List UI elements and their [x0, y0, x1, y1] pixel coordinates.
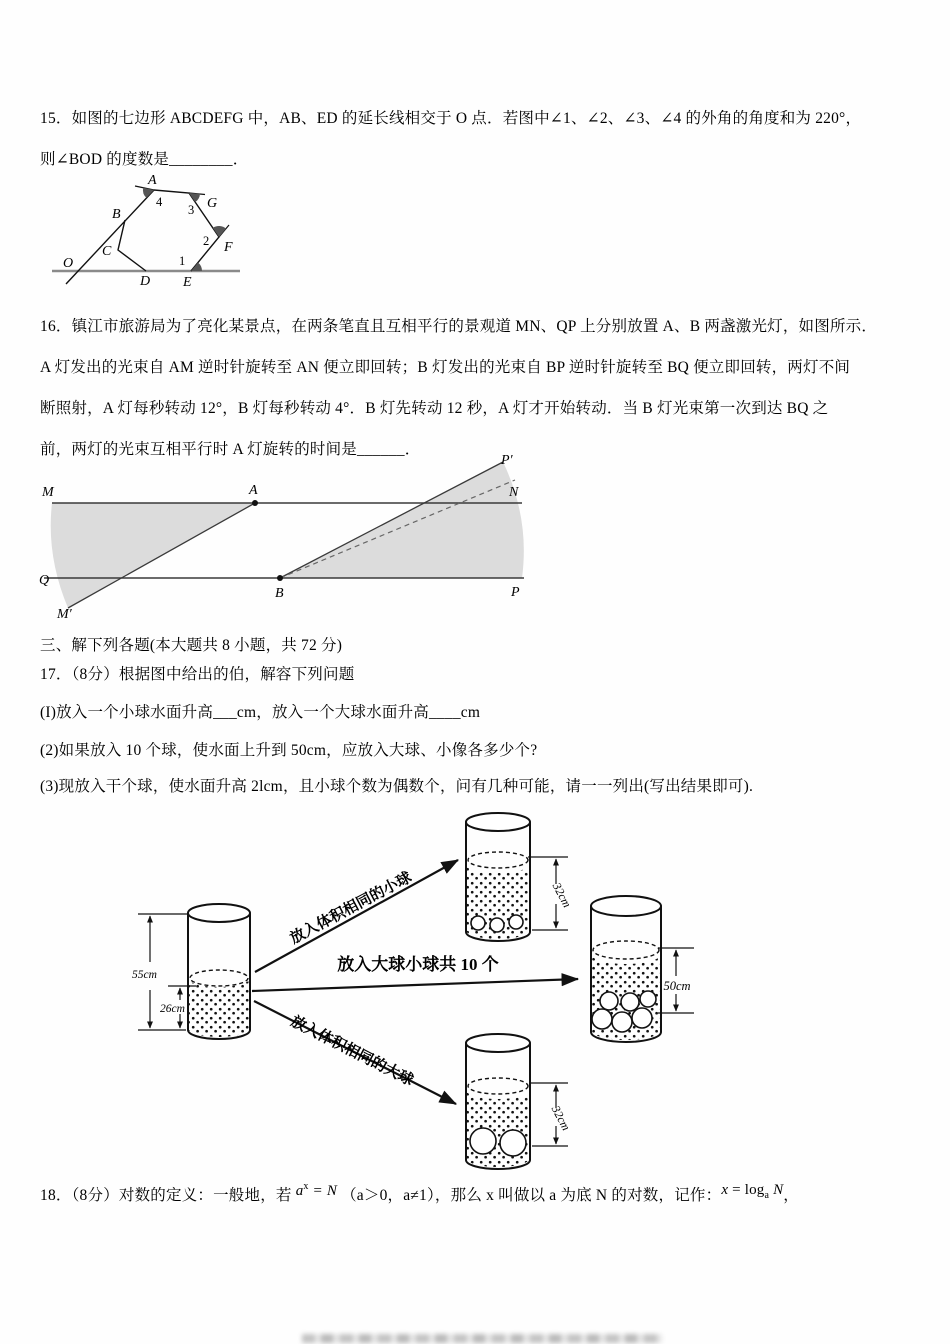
q17-part-2: (2)如果放入 10 个球，使水面上升到 50cm，应放入大球、小像各多少个?: [40, 742, 538, 759]
arrow-bottom-label: 放入体积相同的大球: [288, 1013, 416, 1090]
question-18: [40, 1183, 799, 1207]
small-ball: [509, 915, 523, 929]
ball: [640, 991, 656, 1007]
heptagon-figure: [44, 168, 276, 300]
q16-line1: 16．镇江市旅游局为了亮化某景点，在两条笔直且互相平行的景观道 MN、QP 上分别放置 A、B 两盏激光灯，如图所示．: [40, 318, 878, 335]
edges-BCD: [118, 220, 146, 271]
label-P: P: [511, 585, 520, 600]
point-B: [277, 575, 283, 581]
shade-right-region: [280, 462, 524, 578]
shade-left-region: [51, 503, 255, 608]
q18-formula-log: $x = \log_a N$: [721, 1182, 784, 1201]
water-surface-top-right: [468, 852, 528, 868]
q18-prefix: 18．（8分）对数的定义：一般地，若: [40, 1187, 296, 1204]
q15-line2: 则∠BOD 的度数是________．: [40, 151, 249, 168]
q16-line3: 断照射，A 灯每秒转动 12°，B 灯每秒转动 4°．B 灯先转动 12 秒，A 灯才开始转动．当 B 灯光束第一次到达 BQ 之: [40, 400, 829, 417]
angle-label-3: 3: [188, 203, 195, 217]
q16-line4: 前，两灯的光束互相平行时 A 灯旋转的时间是______．: [40, 441, 421, 458]
vertex-label-G: G: [207, 196, 218, 211]
label-Q: Q: [39, 573, 50, 588]
vertex-label-A: A: [148, 173, 157, 188]
label-N: N: [509, 485, 519, 500]
label-A: A: [249, 483, 258, 498]
q18-middle: （a＞0，a≠1），那么 x 叫做以 a 为底 N 的对数，记作：: [337, 1187, 722, 1204]
q18-suffix: ，: [783, 1187, 799, 1204]
cylinder-left: [132, 904, 250, 1039]
cylinder-top-right: [466, 813, 574, 941]
large-ball: [470, 1128, 496, 1154]
vertex-label-B: B: [112, 207, 121, 222]
blurred-cutoff-text: [302, 1334, 662, 1343]
arrow-top-label: 放入体积相同的小球: [287, 869, 415, 948]
water-surface-right: [593, 941, 659, 959]
cylinder-right: [591, 896, 694, 1042]
ball: [632, 1008, 652, 1028]
large-ball: [500, 1130, 526, 1156]
fig-q15-wrapper: [44, 168, 276, 305]
water-bottom: [466, 1090, 530, 1167]
arrow-ten-balls: [252, 979, 578, 991]
fig-q17-wrapper: [128, 800, 728, 1177]
vertex-label-F: F: [224, 240, 233, 255]
angle-label-1: 1: [179, 254, 186, 268]
cylinder-bottom: [466, 1034, 573, 1169]
vertex-label-D: D: [140, 274, 151, 289]
label-M: M: [42, 485, 54, 500]
section-3-header: 三、解下列各题(本大题共 8 小题，共 72 分): [40, 637, 343, 654]
water-surface-left: [190, 970, 248, 986]
small-ball: [490, 918, 504, 932]
vertex-label-E: E: [183, 275, 192, 290]
q17-part-3: (3)现放入干个球，使水面升高 2lcm，且小球个数为偶数个，问有几种可能，请一一列出(写出结果即可).: [40, 778, 754, 795]
water-surface-bottom: [468, 1078, 528, 1094]
fig-q16-wrapper: [38, 450, 538, 625]
vertex-label-C: C: [102, 244, 112, 259]
cylinders-figure: [128, 800, 728, 1172]
q15-line1: 15．如图的七边形 ABCDEFG 中，AB、ED 的延长线相交于 O 点．若图中∠1、∠2、∠3、∠4 的外角的角度和为 220°，: [40, 110, 862, 127]
dim-right: 50cm: [663, 979, 691, 993]
arrow-mid-label: 放入大球小球共 10 个: [337, 955, 499, 974]
dim-left-water: 26cm: [160, 1003, 185, 1015]
ball: [592, 1009, 612, 1029]
label-M-prime: M′: [57, 607, 72, 620]
beam-sweep-shading: [51, 462, 524, 608]
wedge-angle-3: [189, 193, 200, 202]
point-A: [252, 500, 258, 506]
dim-bottom: 32cm: [548, 1103, 574, 1133]
dim-top-right: 32cm: [549, 880, 575, 910]
ball: [612, 1012, 632, 1032]
label-P-prime: P′: [501, 453, 513, 468]
angle-label-2: 2: [203, 234, 210, 248]
question-16: [40, 306, 877, 470]
cylinder-left-top: [188, 904, 250, 922]
small-ball: [471, 916, 485, 930]
vertex-label-O: O: [63, 256, 74, 271]
ball: [621, 993, 639, 1011]
q17-part-1: (I)放入一个小球水面升高___cm，放入一个大球水面升高____cm: [40, 704, 481, 721]
water-left: [188, 978, 250, 1037]
figure-points: [252, 500, 283, 581]
angle-label-4: 4: [156, 195, 163, 209]
laser-figure: [38, 450, 538, 620]
question-17-title: 17．（8分）根据图中给出的伯，解容下列问题: [40, 666, 355, 683]
q16-line2: A 灯发出的光束自 AM 逆时针旋转至 AN 便立即回转；B 灯发出的光束自 BP 逆时针旋转至 BQ 便立即回转，两灯不间: [40, 359, 851, 376]
q18-formula-exp: $a^x = N$: [295, 1181, 338, 1199]
label-B: B: [275, 586, 284, 601]
dim-left-total: 55cm: [132, 969, 157, 981]
ball: [600, 992, 618, 1010]
